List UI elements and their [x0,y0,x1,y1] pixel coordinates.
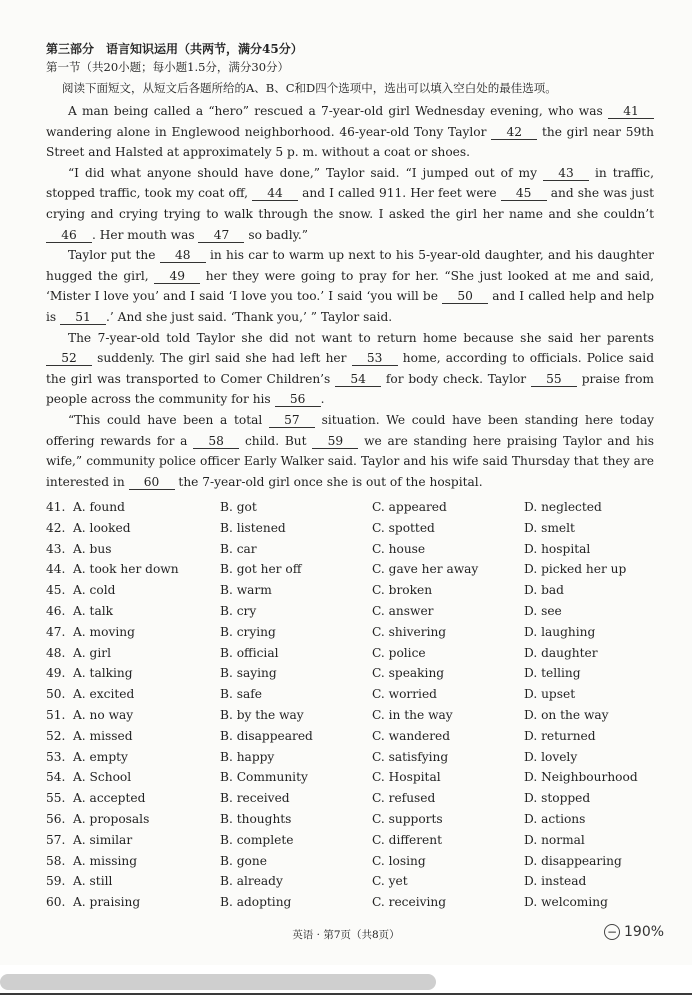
blank-number: 50 [442,289,488,304]
option-b: B. gone [220,853,267,868]
question-number: 58. [46,853,66,868]
passage-text: the girl near 59th Street and Halsted at approximately 5 p. m. without a coat or shoes. [46,124,654,160]
question-number: 42. [46,520,66,535]
passage-text: The 7-year-old told Taylor she did not want to return home because she said her parents [67,330,654,345]
blank-number: 42 [491,125,537,140]
option-a: A. excited [73,687,135,702]
question-number: 59. [46,874,66,889]
option-a: A. took her down [73,562,179,577]
blank-number: 56 [275,392,321,407]
option-row [46,562,666,583]
passage-text: “I did what anyone should have done,” Taylor said. “I jumped out of my [67,165,543,180]
option-a: A. praising [73,895,141,910]
blank-number: 54 [335,372,381,387]
option-b: B. by the way [220,707,304,722]
question-number: 60. [46,895,66,910]
blank-number: 47 [198,228,244,243]
option-b: B. happy [220,749,275,764]
option-a: A. bus [73,541,112,556]
question-number: 52. [46,728,66,743]
passage-text: child. But [239,433,313,448]
passage-paragraph [46,163,654,245]
option-row [46,521,666,542]
option-d: D. bad [524,583,564,598]
option-b: B. warm [220,583,272,598]
option-row [46,854,666,875]
passage-text: Taylor put the [67,248,160,263]
blank-number: 60 [129,475,175,490]
option-a: A. cold [73,583,116,598]
option-b: B. complete [220,832,294,847]
blank-number: 44 [252,186,298,201]
option-row [46,625,666,646]
option-a: A. found [73,500,125,514]
option-a: A. still [73,874,113,889]
option-d: D. neglected [524,500,602,514]
option-c: C. gave her away [372,562,479,577]
passage-text: “This could have been a total [67,412,269,427]
option-b: B. adopting [220,895,292,910]
option-c: C. speaking [372,666,445,681]
option-b: B. official [220,645,279,660]
blank-number: 45 [501,186,547,201]
option-c: C. supports [372,811,443,826]
option-c: C. police [372,645,426,660]
subsection-title: 第一节（共20小题；每小题1.5分，满分30分） [46,60,290,74]
blank-number: 53 [352,351,398,366]
passage-paragraph [46,101,654,163]
option-row [46,646,666,667]
passage-text: A man being called a “hero” rescued a 7-year-old girl Wednesday evening, who was [67,104,608,118]
option-a: A. no way [73,707,134,722]
blank-number: 59 [312,434,358,449]
option-d: D. stopped [524,791,591,806]
option-a: A. empty [73,749,128,764]
option-d: D. picked her up [524,562,627,577]
passage-text: so badly.” [244,227,308,242]
passage-paragraph [46,245,654,327]
option-row [46,729,666,750]
option-d: D. normal [524,832,585,847]
passage-text: .’ And she just said. ‘Thank you,’ ” Taylor said. [106,309,393,324]
option-b: B. got [220,500,257,514]
option-c: C. house [372,541,426,556]
page-footer: 英语 · 第7页（共8页） [292,929,400,941]
option-c: C. in the way [372,707,453,722]
option-row [46,770,666,791]
option-d: D. see [524,603,562,618]
option-b: B. car [220,541,257,556]
option-d: D. smelt [524,520,575,535]
question-number: 56. [46,811,66,826]
option-row [46,750,666,771]
option-d: D. welcoming [524,895,608,910]
bottom-divider [0,993,692,995]
instructions: 阅读下面短文，从短文后各题所给的A、B、C和D四个选项中，选出可以填入空白处的最佳选项。 [62,81,557,95]
option-b: B. received [220,791,290,806]
zoom-out-icon[interactable]: − [604,924,620,940]
question-number: 44. [46,562,66,577]
passage-text: the 7-year-old girl once she is out of the hospital. [174,474,483,489]
question-number: 57. [46,832,66,847]
question-number: 51. [46,707,66,722]
option-row [46,604,666,625]
passage-text: wandering alone in Englewood neighborhood. 46-year-old Tony Taylor [46,124,492,139]
answer-options [46,500,666,916]
option-b: B. got her off [220,562,302,577]
blank-number: 43 [543,166,589,181]
option-b: B. thoughts [220,811,292,826]
blank-number: 41 [608,104,654,119]
question-number: 41. [46,500,66,514]
passage-text: praise from people across the community for his [46,371,654,407]
option-d: D. upset [524,687,576,702]
zoom-level: 190% [624,924,665,940]
option-d: D. instead [524,874,587,889]
option-d: D. daughter [524,645,598,660]
horizontal-scrollbar[interactable] [0,974,436,990]
option-b: B. saying [220,666,277,681]
option-a: A. girl [73,645,111,660]
blank-number: 48 [160,248,206,263]
option-row [46,583,666,604]
option-a: A. moving [73,624,135,639]
passage-text: for body check. Taylor [381,371,531,386]
option-row [46,666,666,687]
option-c: C. satisfying [372,749,449,764]
cloze-passage [46,101,654,492]
option-b: B. already [220,874,283,889]
option-c: C. receiving [372,895,447,910]
blank-number: 49 [154,269,200,284]
option-a: A. School [73,770,132,785]
passage-text: situation. We could have been standing here today offering rewards for a [46,412,655,448]
option-d: D. laughing [524,624,596,639]
passage-paragraph [46,410,654,492]
passage-text: in traffic, stopped traffic, took my coat off, [46,165,654,201]
passage-text: suddenly. The girl said she had left her [92,351,352,366]
blank-number: 52 [46,351,92,366]
question-number: 43. [46,541,66,556]
question-number: 49. [46,666,66,681]
option-row [46,791,666,812]
option-c: C. yet [372,874,408,889]
question-number: 53. [46,749,66,764]
passage-text: . [320,392,325,407]
option-b: B. Community [220,770,308,785]
passage-text: her they were going to pray for her. “She just looked at me and said, ‘Mister I love you’ and I said ‘I love you too.’ I said ‘you will be [46,268,654,304]
option-d: D. Neighbourhood [524,770,638,785]
option-row [46,812,666,833]
passage-text: we are standing here praising Taylor and his wife,” community police officer Early Walker said. Taylor and his wife said Thursday that they are interested in [46,433,654,489]
question-number: 55. [46,791,66,806]
option-c: C. shivering [372,624,447,639]
question-number: 54. [46,770,66,785]
option-c: C. broken [372,583,433,598]
blank-number: 51 [60,310,106,325]
option-a: A. missing [73,853,138,868]
question-number: 45. [46,583,66,598]
option-b: B. listened [220,520,286,535]
option-row [46,708,666,729]
blank-number: 58 [193,434,239,449]
passage-text: home, according to officials. Police said the girl was transported to Comer Children’s [46,351,654,386]
question-number: 50. [46,687,66,702]
option-b: B. safe [220,687,262,702]
blank-number: 46 [46,228,92,243]
blank-number: 55 [531,372,577,387]
option-c: C. different [372,832,442,847]
section-title: 第三部分 语言知识运用（共两节，满分45分） [46,42,303,56]
option-a: A. looked [73,520,131,535]
option-a: A. missed [73,728,133,743]
option-b: B. cry [220,603,257,618]
question-number: 48. [46,645,66,660]
option-d: D. actions [524,811,586,826]
option-row [46,500,666,521]
option-c: C. answer [372,603,434,618]
blank-number: 57 [269,413,315,428]
zoom-control [604,924,664,940]
option-a: A. similar [73,832,133,847]
option-a: A. proposals [73,811,150,826]
passage-paragraph [46,328,654,410]
option-c: C. worried [372,687,437,702]
option-d: D. disappearing [524,853,622,868]
option-c: C. wandered [372,728,451,743]
option-c: C. Hospital [372,770,441,785]
passage-text: in his car to warm up next to his 5-year-old daughter, and his daughter hugged the girl, [46,248,654,283]
option-c: C. losing [372,853,426,868]
option-d: D. returned [524,728,596,743]
option-row [46,874,666,895]
option-row [46,542,666,563]
passage-text: and I called help and help is [46,289,654,324]
option-a: A. talk [73,603,113,618]
option-d: D. hospital [524,541,591,556]
option-b: B. disappeared [220,728,313,743]
option-a: A. accepted [73,791,146,806]
option-c: C. spotted [372,520,435,535]
option-a: A. talking [73,666,133,681]
question-number: 47. [46,624,66,639]
option-d: D. on the way [524,707,609,722]
option-row [46,895,666,916]
option-b: B. crying [220,624,276,639]
passage-text: and I called 911. Her feet were [298,186,501,201]
option-d: D. telling [524,666,581,681]
passage-text: and she was just crying and crying trying to walk through the snow. I asked the girl her name and she couldn’t [46,186,654,221]
option-row [46,687,666,708]
option-row [46,833,666,854]
option-d: D. lovely [524,749,578,764]
passage-text: . Her mouth was [92,227,199,242]
question-number: 46. [46,603,66,618]
option-c: C. refused [372,791,436,806]
option-c: C. appeared [372,500,447,514]
